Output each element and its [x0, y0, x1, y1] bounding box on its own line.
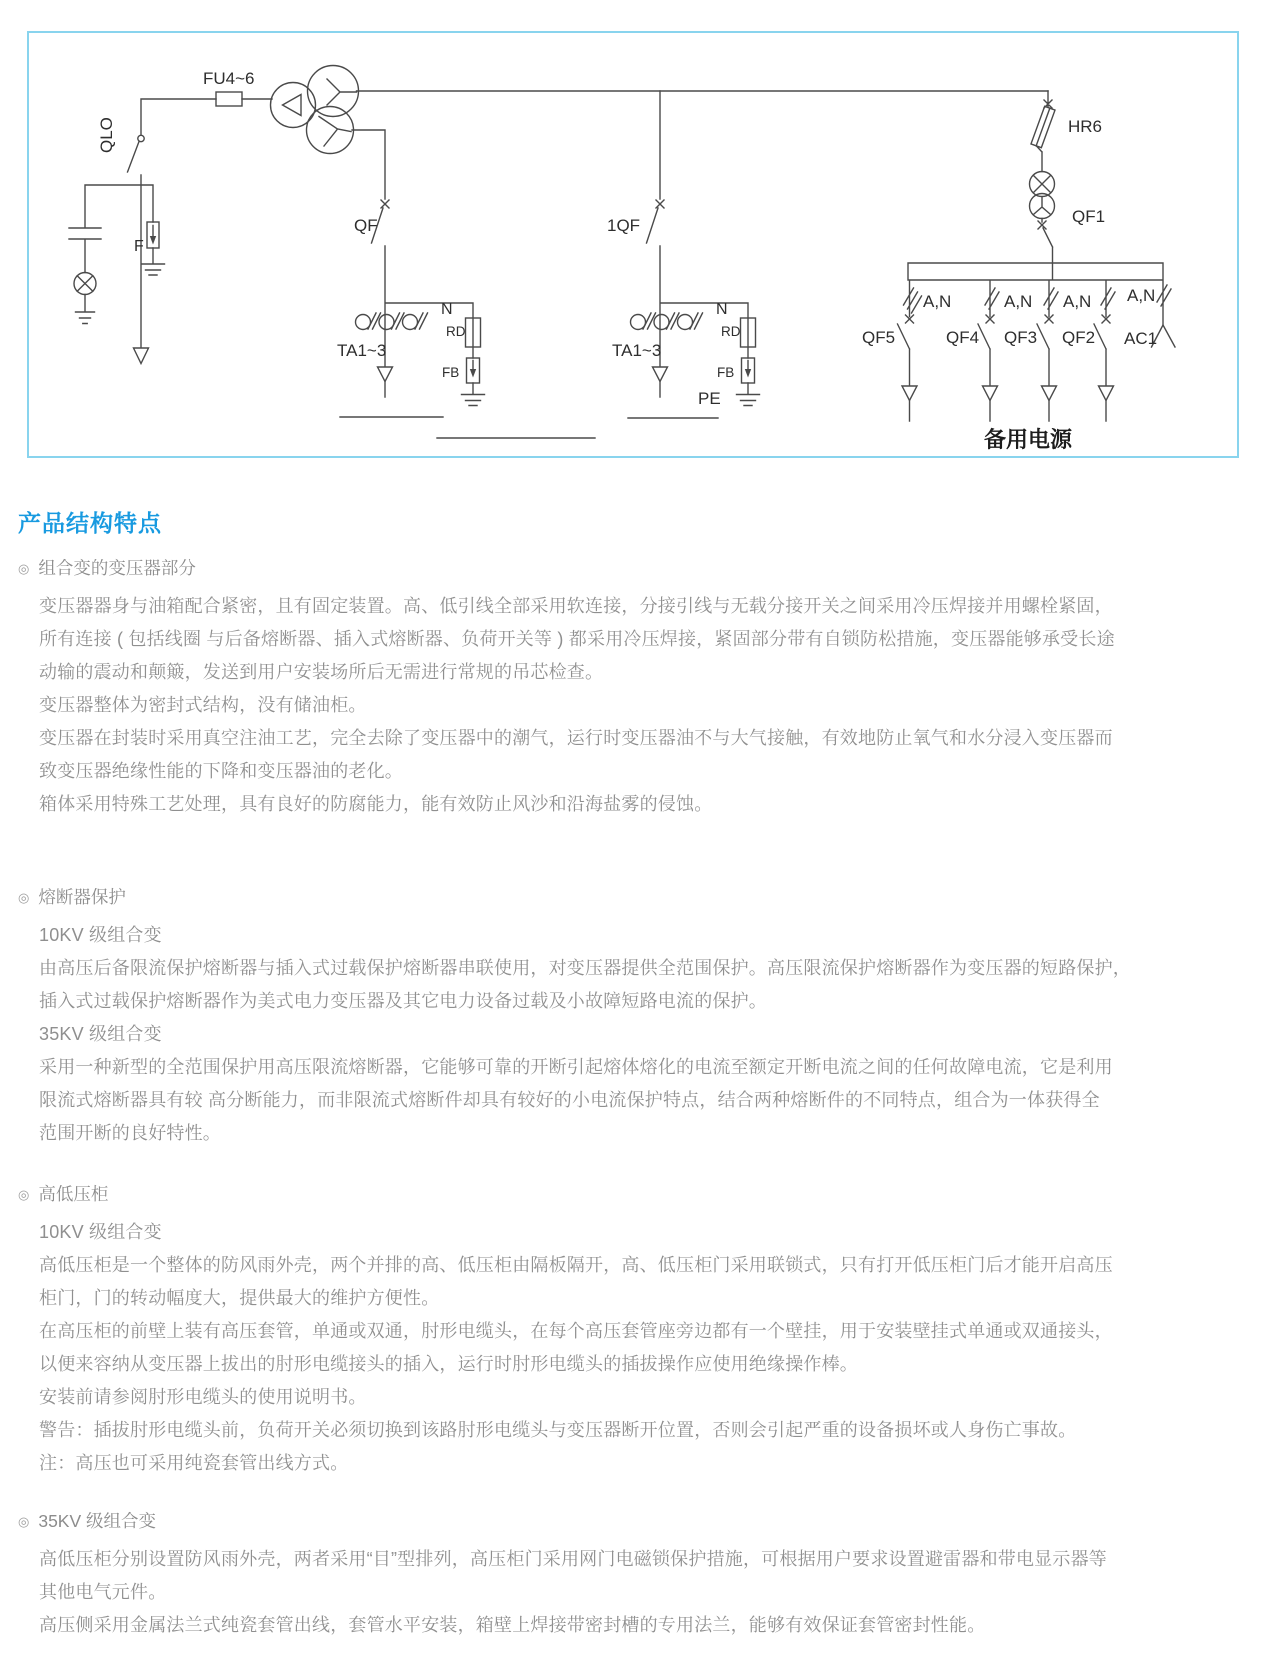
label-ac1: AC1: [1124, 329, 1158, 348]
text-line: 致变压器绝缘性能的下降和变压器油的老化。: [39, 761, 403, 781]
label-backup-power: 备用电源: [984, 427, 1073, 452]
transformer-winding-y1: [308, 66, 359, 117]
section-title: 组合变的变压器部分: [38, 558, 196, 578]
ct-mid-2: [654, 315, 669, 330]
fuse-hr6-icon: [1031, 106, 1055, 147]
section-fuse-protection: [18, 885, 1246, 1150]
section-title: 熔断器保护: [38, 887, 126, 907]
section-transformer: [18, 556, 1246, 821]
text-line: 注：高压也可采用纯瓷套管出线方式。: [39, 1453, 349, 1473]
ct-mid-1: [631, 315, 646, 330]
text-line: 柜门，门的转动幅度大，提供最大的维护方便性。: [39, 1288, 440, 1308]
ct-left-1: [356, 315, 371, 330]
label-qf: QF: [354, 216, 378, 235]
text-line: 插入式过载保护熔断器作为美式电力变压器及其它电力设备过载及小故障短路电流的保护。: [39, 991, 767, 1011]
label-qf3: QF3: [1004, 328, 1038, 347]
arrow-qlo: [134, 348, 149, 364]
text-line: 动输的震动和颠簸，发送到用户安装场所后无需进行常规的吊芯检查。: [39, 662, 604, 682]
label-hr6: HR6: [1068, 117, 1103, 136]
fuse-fu4-6-icon: [216, 92, 242, 106]
text-line: 变压器整体为密封式结构，没有储油柜。: [39, 695, 367, 715]
bullet-icon: ◎: [18, 1187, 30, 1202]
arrow-qf5: [902, 386, 917, 401]
ct-left-3: [403, 315, 418, 330]
text-line: 10KV 级组合变: [39, 1222, 162, 1242]
arrow-qf3: [1042, 386, 1057, 401]
label-ta-left: TA1~3: [337, 341, 387, 360]
text-line: 高压侧采用金属法兰式纯瓷套管出线，套管水平安装，箱壁上焊接带密封槽的专用法兰，能够有效保证套管密封性能。: [39, 1615, 986, 1635]
text-line: 变压器器身与油箱配合紧密，且有固定装置。高、低引线全部采用软连接，分接引线与无载分接开关之间采用冷压焊接并用螺栓紧固，: [39, 596, 1113, 616]
text-line: 警告：插拔肘形电缆头前，负荷开关必须切换到该路肘形电缆头与变压器断开位置，否则会引起严重的设备损坏或人身伤亡事故。: [39, 1420, 1077, 1440]
label-pe: PE: [698, 389, 721, 408]
text-line: 范围开断的良好特性。: [39, 1123, 221, 1143]
text-line: 变压器在封装时采用真空注油工艺，完全去除了变压器中的潮气，运行时变压器油不与大气接触，有效地防止氧气和水分浸入变压器而: [39, 728, 1113, 748]
label-n-mid: N: [716, 301, 728, 318]
label-qf4: QF4: [946, 328, 980, 347]
label-rd-mid: RD: [721, 324, 741, 339]
text-line: 采用一种新型的全范围保护用高压限流熔断器，它能够可靠的开断引起熔体熔化的电流至额定开断电流之间的任何故障电流，它是利用: [39, 1057, 1113, 1077]
label-an-3: A,N: [1063, 292, 1092, 311]
arrow-qf: [378, 367, 393, 382]
label-an-4: A,N: [1127, 286, 1156, 305]
section-35kv: [18, 1509, 1246, 1642]
label-an-1: A,N: [923, 292, 952, 311]
wire-right-group: [898, 91, 1176, 421]
section-title: 高低压柜: [38, 1184, 109, 1204]
arrow-1qf: [653, 367, 668, 382]
label-qf1: QF1: [1072, 207, 1106, 226]
text-line: 其他电气元件。: [39, 1582, 167, 1602]
arrow-qf4: [983, 386, 998, 401]
label-rd-left: RD: [446, 324, 466, 339]
label-qlo: QLO: [97, 117, 116, 153]
label-an-2: A,N: [1004, 292, 1033, 311]
arrester-fb-left-arrow: [470, 369, 476, 378]
ct-left-2: [379, 315, 394, 330]
section-title: 35KV 级组合变: [38, 1511, 157, 1531]
circuit-diagram-frame: [27, 31, 1239, 458]
arrester-fb-mid-arrow: [745, 369, 751, 378]
text-line: 高低压柜是一个整体的防风雨外壳，两个并排的高、低压柜由隔板隔开，高、低压柜门采用联锁式，只有打开低压柜门后才能开启高压: [39, 1255, 1113, 1275]
arrow-qf2: [1099, 386, 1114, 401]
label-n-left: N: [441, 301, 453, 318]
section-hv-lv-cabinet: [18, 1182, 1246, 1480]
text-line: 由高压后备限流保护熔断器与插入式过载保护熔断器串联使用，对变压器提供全范围保护。高压限流保护熔断器作为变压器的短路保护，: [39, 958, 1131, 978]
label-qf5: QF5: [862, 328, 896, 347]
text-line: 箱体采用特殊工艺处理，具有良好的防腐能力，能有效防止风沙和沿海盐雾的侵蚀。: [39, 794, 713, 814]
text-line: 10KV 级组合变: [39, 925, 162, 945]
content-area: [0, 508, 1266, 1642]
qlo-contact-icon: [138, 135, 144, 141]
label-fb-mid: FB: [717, 365, 735, 380]
text-line: 安装前请参阅肘形电缆头的使用说明书。: [39, 1387, 367, 1407]
label-fu4-6: FU4~6: [203, 69, 255, 88]
label-f: F: [134, 238, 144, 255]
lamp-cross-icon: [77, 276, 93, 292]
bullet-icon: ◎: [18, 561, 30, 576]
wire-qf-branch: [340, 91, 1048, 438]
ct-mid-3: [678, 315, 693, 330]
text-line: 高低压柜分别设置防风雨外壳，两者采用“目”型排列，高压柜门采用网门电磁锁保护措施，可根据用户要求设置避雷器和带电显示器等: [39, 1549, 1107, 1569]
text-line: 以便来容纳从变压器上拔出的肘形电缆接头的插入，运行时肘形电缆头的插拔操作应使用绝缘操作棒。: [39, 1354, 858, 1374]
wire-1qf-branch: [628, 91, 760, 418]
text-line: 在高压柜的前壁上装有高压套管，单通或双通，肘形电缆头，在每个高压套管座旁边都有一个壁挂，用于安装壁挂式单通或双通接头，: [39, 1321, 1113, 1341]
label-qf2: QF2: [1062, 328, 1096, 347]
label-1qf: 1QF: [607, 216, 641, 235]
bullet-icon: ◎: [18, 1514, 30, 1529]
label-fb-left: FB: [442, 365, 460, 380]
bullet-icon: ◎: [18, 890, 30, 905]
text-line: 限流式熔断器具有较 高分断能力，而非限流式熔断件却具有较好的小电流保护特点，结合两种熔断件的不同特点，组合为一体获得全: [39, 1090, 1100, 1110]
page-title: 产品结构特点: [18, 510, 162, 536]
label-ta-mid: TA1~3: [612, 341, 662, 360]
text-line: 35KV 级组合变: [39, 1024, 162, 1044]
circuit-diagram: [29, 33, 1237, 456]
vt-cross-icon: [1034, 176, 1051, 193]
text-line: 所有连接 ( 包括线圈 与后备熔断器、插入式熔断器、负荷开关等 ) 都采用冷压焊接，紧固部分带有自锁防松措施，变压器能够承受长途: [39, 629, 1115, 649]
arrester-f-arrow: [150, 236, 156, 245]
